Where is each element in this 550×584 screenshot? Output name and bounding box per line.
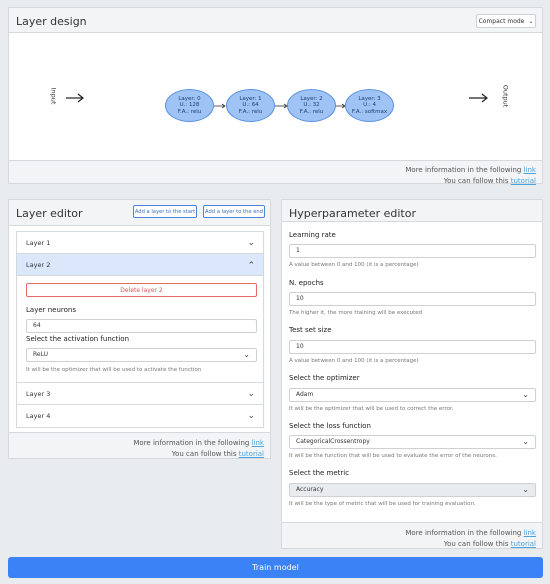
delete-layer-button[interactable]: Delete layer 2 [26,283,257,297]
accordion-item-label: Layer 4 [26,412,51,420]
neurons-input[interactable]: 64 [26,319,257,333]
layer-editor-title: Layer editor [16,207,83,220]
chevron-down-icon: ⌄ [247,389,255,399]
accordion-item-label: Layer 3 [26,390,51,398]
layer-node-2[interactable] [287,89,336,122]
output-label: Output [501,84,510,108]
info-text: More information in the following [405,529,522,537]
activation-help: It will be the optimizer that will be used to activate the function [26,367,202,373]
info-text: More information in the following [133,439,250,447]
optimizer-help: It will be the optimizer that will be used to correct the error. [289,406,454,412]
info-text: More information in the following [405,166,522,174]
follow-text: You can follow this [171,450,237,458]
test-size-label: Test set size [289,326,332,334]
metric-help: It will be the type of metric that will be used for training evaluation. [289,501,476,507]
train-model-button[interactable]: Train model [8,557,543,578]
diagram-arrows [9,34,542,162]
neurons-label: Layer neurons [26,306,77,314]
hyperparameter-editor-title: Hyperparameter editor [289,207,416,220]
accordion-item-label: Layer 2 [26,261,51,269]
node-units: U.: 128 [179,102,200,109]
network-diagram [9,34,542,162]
accordion-item-label: Layer 1 [26,239,51,247]
layer-design-title: Layer design [16,15,87,28]
loss-label: Select the loss function [289,422,371,430]
add-layer-end-button[interactable]: Add a layer to the end [203,205,265,218]
follow-text: You can follow this [443,177,509,185]
test-size-input[interactable]: 10 [289,340,536,354]
node-units: U.: 64 [242,102,259,109]
layer-editor-card [8,199,271,459]
layer-accordion [16,231,264,428]
learning-rate-label: Learning rate [289,231,336,239]
layer-node-3[interactable] [345,89,394,122]
test-size-help: A value between 0 and 100 (it is a percentage) [289,358,419,364]
node-activation: F.A.: softmax [351,108,388,115]
hyperparameter-editor-card [281,199,543,549]
hyperparameter-editor-header [282,200,542,222]
chevron-down-icon: ⌄ [247,238,255,248]
node-units: U.: 32 [303,102,320,109]
node-name: Layer: 3 [358,95,381,102]
activation-label: Select the activation function [26,335,130,343]
node-activation: F.A.: relu [177,108,202,115]
tutorial-link[interactable]: tutorial [510,177,536,185]
learning-rate-help: A value between 0 and 100 (it is a percentage) [289,262,419,268]
loss-value: CategoricalCrossentropy [296,438,370,445]
layer-design-footer [9,160,542,183]
accordion-item-layer-2[interactable] [17,254,263,276]
chevron-down-icon: ⌄ [522,390,529,399]
hyperparameter-editor-footer [282,522,542,548]
loss-help: It will be the function that will be used to evaluate the error of the neurons. [289,453,497,459]
epochs-help: The higher it, the more training will be executed [289,310,423,316]
add-layer-start-button[interactable]: Add a layer to the start [133,205,197,218]
follow-text: You can follow this [443,540,509,548]
input-label: Input [49,87,58,105]
chevron-down-icon: ⌄ [522,437,529,446]
node-name: Layer: 1 [239,95,262,102]
compact-mode-label: Compact mode [478,17,525,25]
epochs-label: N. epochs [289,279,324,287]
accordion-item-layer-4[interactable] [17,405,263,427]
chevron-down-icon: ⌄ [247,411,255,421]
layer-editor-header [9,200,270,226]
node-name: Layer: 0 [178,95,201,102]
loss-select[interactable] [289,435,536,449]
chevron-down-icon: ⌄ [243,350,250,359]
layer-2-settings [17,276,263,383]
metric-label: Select the metric [289,469,350,477]
tutorial-link[interactable]: tutorial [238,450,264,458]
optimizer-label: Select the optimizer [289,374,360,382]
chevron-down-icon: ⌄ [528,17,534,25]
learning-rate-input[interactable]: 1 [289,244,536,258]
node-units: U.: 4 [363,102,376,109]
chevron-down-icon: ⌄ [522,485,529,494]
layer-design-header [9,8,542,33]
node-activation: F.A.: relu [299,108,324,115]
info-link[interactable]: link [523,529,536,537]
layer-editor-footer [9,432,270,458]
accordion-item-layer-3[interactable] [17,383,263,405]
info-link[interactable]: link [523,166,536,174]
optimizer-select[interactable] [289,388,536,402]
info-link[interactable]: link [251,439,264,447]
tutorial-link[interactable]: tutorial [510,540,536,548]
node-name: Layer: 2 [300,95,323,102]
layer-node-1[interactable] [226,89,275,122]
chevron-up-icon: ⌃ [247,261,255,271]
accordion-item-layer-1[interactable] [17,232,263,254]
activation-value: ReLU [33,351,49,358]
activation-select[interactable] [26,348,257,362]
layer-node-0[interactable] [165,89,214,122]
metric-select[interactable] [289,483,536,497]
metric-value: Accuracy [296,486,324,493]
compact-mode-select[interactable] [476,14,536,28]
optimizer-value: Adam [296,391,314,398]
node-activation: F.A.: relu [238,108,263,115]
epochs-input[interactable]: 10 [289,292,536,306]
layer-design-card [8,7,543,184]
